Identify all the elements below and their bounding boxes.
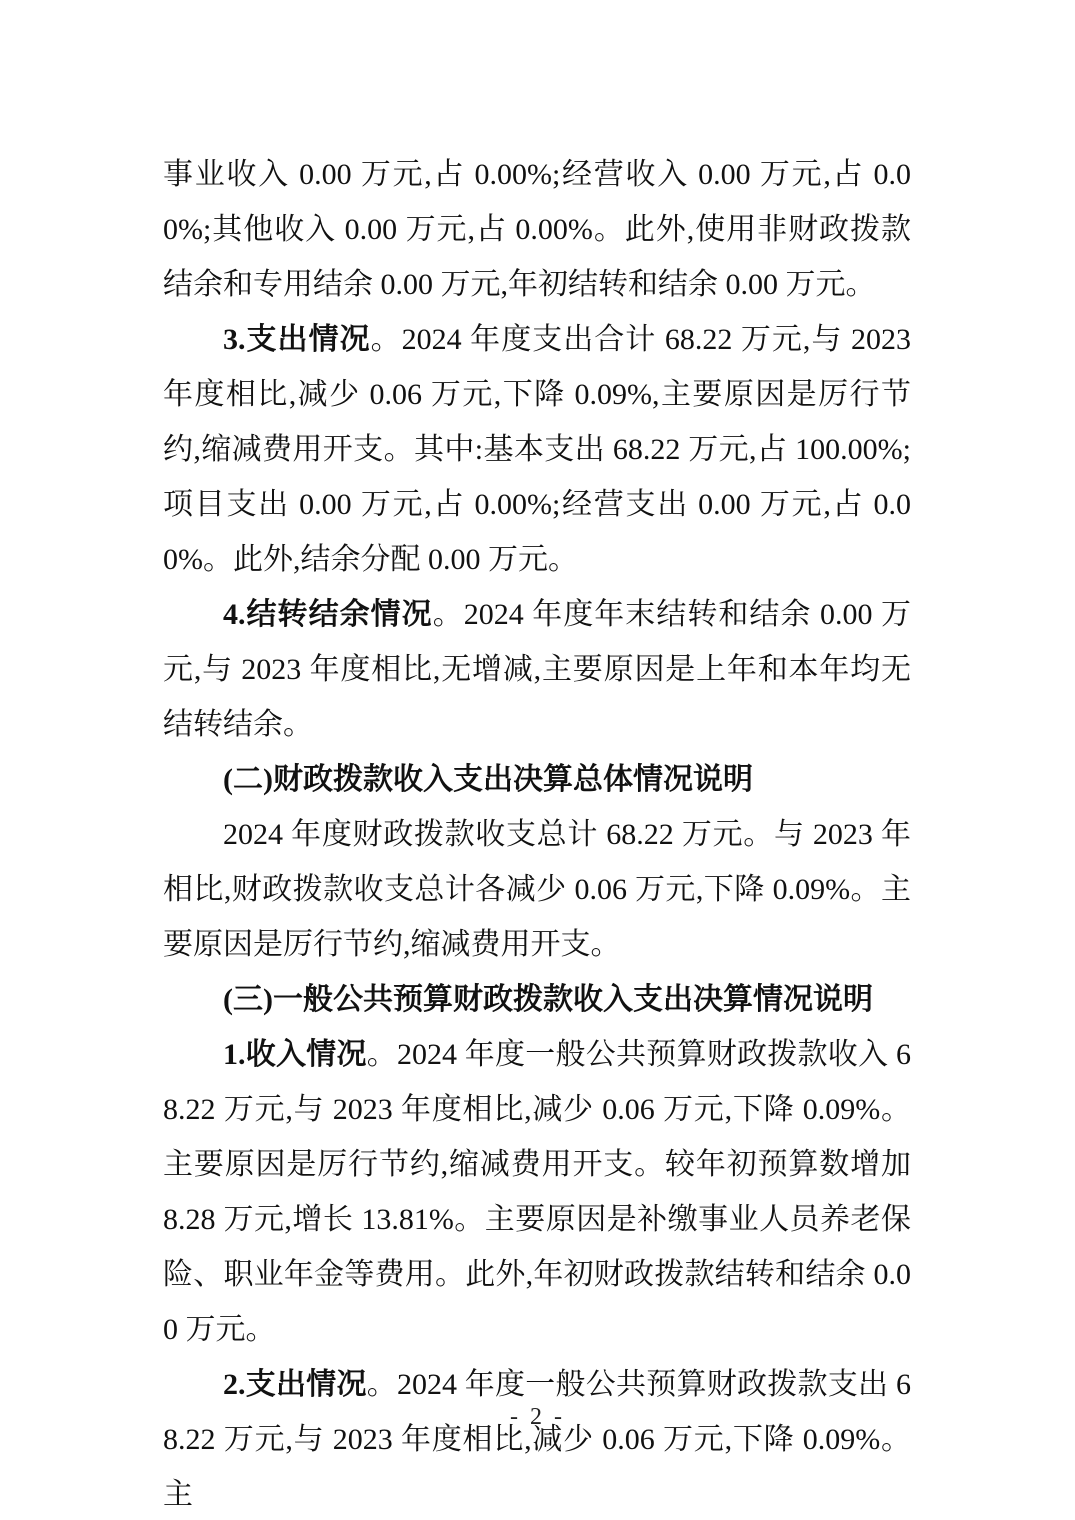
paragraph-text: 2024 年度财政拨款收支总计 68.22 万元。与 2023 年相比,财政拨款收支总计各减少 0.06 万元,下降 0.09%。主要原因是厉行节约,缩减费用开支。 — [163, 818, 911, 961]
paragraph-text: 。2024 年度一般公共预算财政拨款收入 68.22 万元,与 2023 年度相比,减少 0.06 万元,下降 0.09%。主要原因是厉行节约,缩减费用开支。较年初预算数增加 8.28 万元,增长 13.81%。主要原因是补缴事业人员养老保险、职业年金等费用。此外,年初财政拨款结转和结余 0.00 万元。 — [163, 1038, 911, 1346]
paragraph-text: 。2024 年度一般公共预算财政拨款支出 68.22 万元,与 2023 年度相比,减少 0.06 万元,下降 0.09%。主 — [163, 1368, 911, 1511]
paragraph — [163, 1357, 911, 1520]
paragraph — [163, 807, 911, 972]
paragraph-lead-label: 4.结转结余情况 — [223, 598, 433, 631]
paragraph — [163, 1027, 911, 1357]
paragraph — [163, 147, 911, 312]
paragraph — [163, 587, 911, 752]
paragraph-lead-label: 3.支出情况 — [223, 323, 371, 356]
paragraph-lead-label: (二)财政拨款收入支出决算总体情况说明 — [223, 763, 753, 796]
paragraph-lead-label: (三)一般公共预算财政拨款收入支出决算情况说明 — [223, 983, 873, 1016]
paragraph-text: 。2024 年度年末结转和结余 0.00 万元,与 2023 年度相比,无增减,主要原因是上年和本年均无结转结余。 — [163, 598, 912, 741]
document-content — [163, 147, 911, 1520]
paragraph-text: 。2024 年度支出合计 68.22 万元,与 2023 年度相比,减少 0.06 万元,下降 0.09%,主要原因是厉行节约,缩减费用开支。其中:基本支出 68.22 万元,占 100.00%;项目支出 0.00 万元,占 0.00%;经营支出 0.00 万元,占 0.00%。此外,结余分配 0.00 万元。 — [163, 323, 911, 576]
paragraph — [163, 312, 911, 587]
section-heading — [163, 972, 911, 1027]
page-number: - 2 - — [510, 1404, 565, 1430]
paragraph-lead-label: 1.收入情况 — [223, 1038, 367, 1071]
paragraph-text: 事业收入 0.00 万元,占 0.00%;经营收入 0.00 万元,占 0.00%;其他收入 0.00 万元,占 0.00%。此外,使用非财政拨款结余和专用结余 0.00 万元,年初结转和结余 0.00 万元。 — [163, 158, 911, 301]
paragraph-lead-label: 2.支出情况 — [223, 1368, 367, 1401]
section-heading — [163, 752, 911, 807]
